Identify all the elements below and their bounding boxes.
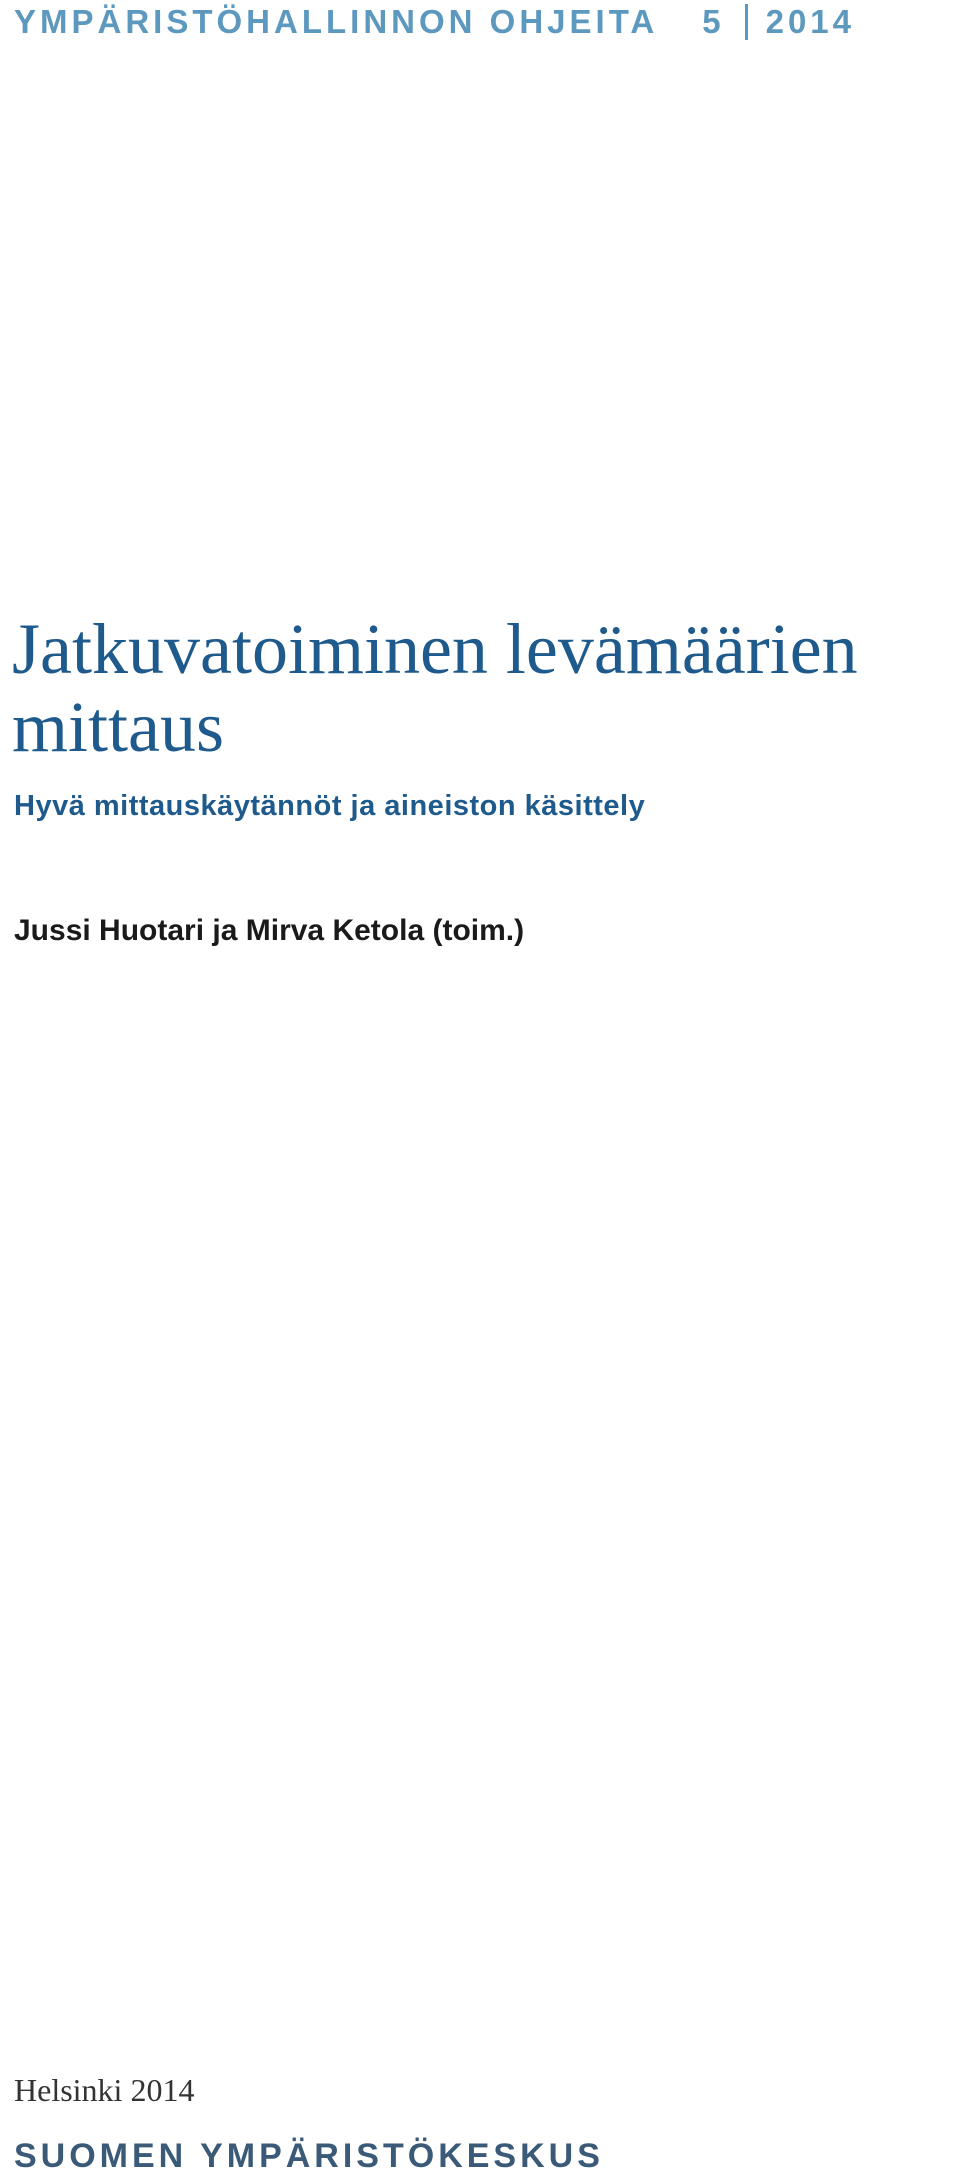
authors: Jussi Huotari ja Mirva Ketola (toim.): [14, 914, 525, 947]
document-title: Jatkuvatoiminen levämäärien mittaus: [12, 609, 858, 767]
publisher-name: SUOMEN YMPÄRISTÖKESKUS: [14, 2137, 604, 2175]
series-year: 2014: [765, 3, 856, 40]
series-separator: [745, 4, 748, 40]
series-header: [14, 0, 954, 44]
series-name: YMPÄRISTÖHALLINNON OHJEITA: [14, 3, 659, 40]
series-number: 5: [702, 3, 725, 40]
document-subtitle: Hyvä mittauskäytännöt ja aineiston käsittely: [14, 790, 646, 822]
place-and-year: Helsinki 2014: [14, 2072, 195, 2108]
